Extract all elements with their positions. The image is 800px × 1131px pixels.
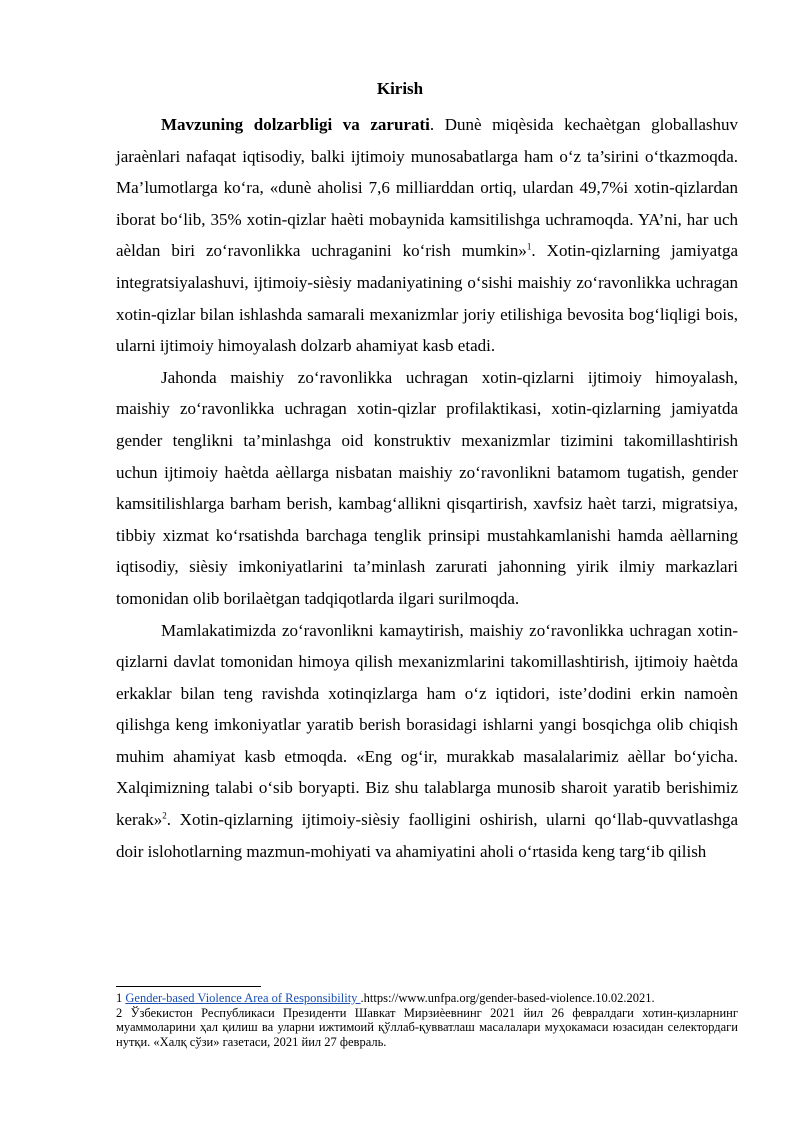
footnote-1-number: 1 <box>116 991 126 1005</box>
footnote-1-link[interactable]: Gender-based Violence Area of Responsibility <box>125 991 361 1005</box>
lead-heading: Mavzuning dolzarbligi va zarurati <box>161 115 430 134</box>
section-title: Kirish <box>376 79 424 98</box>
paragraph-1-text-b: . Xotin-qizlarning jamiyatga integratsiyalashuvi, ijtimoiy-sièsiy madaniyatining o‘sishi maishiy zo‘ravonlikka uchragan xotin-qizlar bilan ishlashda samarali mexanizmlar joriy etilishiga bevosita bog‘liqligi bois, ularni ijtimoiy himoyalash dolzarb ahamiyat kasb etadi. <box>116 241 738 356</box>
footnotes <box>116 991 738 1049</box>
footnote-1-text: .https://www.unfpa.org/gender-based-violence.10.02.2021. <box>360 991 655 1005</box>
footnote-separator <box>116 986 261 987</box>
paragraph-3-text-b: . Xotin-qizlarning ijtimoiy-sièsiy faolligini oshirish, ularni qo‘llab-quvvatlashga doir islohotlarning mazmun-mohiyati va ahamiyatini aholi o‘rtasida keng targ‘ib qilish <box>116 810 738 861</box>
paragraph-2: Jahonda maishiy zo‘ravonlikka uchragan xotin-qizlarni ijtimoiy himoyalash, maishiy zo‘ravonlikka uchragan xotin-qizlar profilaktikasi, xotin-qizlarning jamiyatda gender tenglikni ta’minlashga oid konstruktiv mexanizmlar tizimini takomillashtirish uchun ijtimoiy haètda aèllarga nisbatan maishiy zo‘ravonlikni batamom tugatish, gender kamsitilishlarga barham berish, kambag‘allikni qisqartirish, xavfsiz haèt tarzi, migratsiya, tibbiy xizmat ko‘rsatishda barchaga tenglik prinsipi mustahkamlanishi hamda aèllarning iqtisodiy, sièsiy imkoniyatlarini ta’minlash zarurati jahonning yirik ilmiy markazlari tomonidan olib borilaètgan tadqiqotlarda ilgari surilmoqda. <box>116 367 738 608</box>
paragraph-1 <box>116 109 738 362</box>
footnote-ref-1[interactable]: 1 <box>526 241 532 252</box>
footnote-1 <box>116 991 738 1006</box>
document-body <box>116 109 738 867</box>
footnote-2: 2 Ўзбекистон Республикаси Президенти Шавкат Мирзиèевнинг 2021 йил 26 февралдаги хотин-қизларнинг муаммоларини ҳал қилиш ва уларни ижтимоий қўллаб-қувватлаш масалалари муҳокамаси юзасидан селектордаги нутқи. «Халқ сўзи» газетаси, 2021 йил 27 февраль. <box>116 1005 738 1049</box>
paragraph-3 <box>116 615 738 868</box>
paragraph-1-text-a: . Dunè miqèsida kechaètgan globallashuv jaraènlari nafaqat iqtisodiy, balki ijtimoiy munosabatlarga ham o‘z ta’sirini o‘tkazmoqda. Ma’lumotlarga ko‘ra, «dunè aholisi 7,6 milliarddan ortiq, ulardan 49,7%i xotin-qizlardan iborat bo‘lib, 35% xotin-qizlar haèti mobaynida kamsitilishga uchramoqda. YA’ni, har uch aèldan biri zo‘ravonlikka uchraganini ko‘rish mumkin» <box>116 115 739 261</box>
footnote-ref-2[interactable]: 2 <box>162 810 167 821</box>
paragraph-3-text-a: Mamlakatimizda zo‘ravonlikni kamaytirish, maishiy zo‘ravonlikka uchragan xotin-qizlarni davlat tomonidan himoya qilish mexanizmlarini takomillashtirish, ijtimoiy haètda erkaklar bilan teng ravishda xotinqizlarga ham o‘z iqtidori, iste’dodini erkin namoèn qilishga keng imkoniyatlar yaratib berish borasidagi ishlarni yangi bosqichga olib chiqish muhim ahamiyat kasb etmoqda. «Eng og‘ir, murakkab masalalarimiz aèllar bo‘yicha. Xalqimizning talabi o‘sib boryapti. Biz shu talablarga munosib sharoit yaratib berishimiz kerak» <box>116 620 738 830</box>
